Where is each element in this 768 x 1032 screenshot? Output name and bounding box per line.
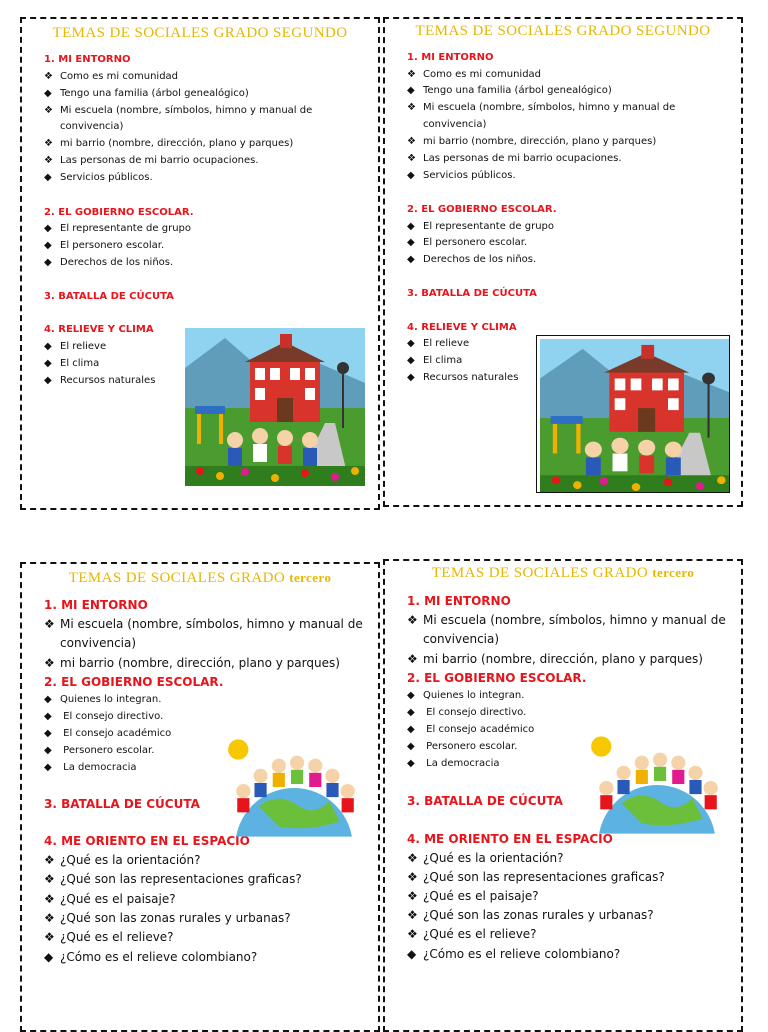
bullet-icon: ◆ [44,711,52,722]
card-title: TEMAS DE SOCIALES GRADO tercero [431,565,695,581]
bullet-icon: ❖ [44,71,53,82]
list-item: ❖ ¿Qué son las representaciones graficas? [44,872,302,886]
section-4-heading: 4. ME ORIENTO EN EL ESPACIO [407,832,613,846]
list-item: ◆ Servicios públicos. [44,172,153,183]
children-globe-illustration [218,734,370,838]
school-illustration [184,328,366,486]
list-item: ◆ El clima [407,355,463,366]
bullet-icon: ❖ [44,892,55,906]
bullet-icon: ◆ [44,950,54,964]
children-globe-illustration [581,731,733,835]
bullet-icon: ◆ [44,375,52,386]
list-item: ◆ Personero escolar. [44,745,155,756]
list-item: ❖ mi barrio (nombre, dirección, plano y parques) [407,136,657,147]
section-4-heading: 4. RELIEVE Y CLIMA [407,322,517,333]
list-item-continuation: convivencia) [60,121,124,132]
bullet-icon: ❖ [44,617,55,631]
bullet-icon: ◆ [44,172,52,183]
bullet-icon: ◆ [407,355,415,366]
list-item: ❖ mi barrio (nombre, dirección, plano y parques) [407,652,703,666]
bullet-icon: ❖ [407,69,416,80]
list-item: ❖ Como es mi comunidad [44,71,179,82]
list-item: ❖ ¿Qué son las zonas rurales y urbanas? [44,911,291,925]
card-segundo-left [20,17,380,510]
list-item: ◆ El consejo directivo. [407,707,527,718]
list-item: ◆ Quienes lo integran. [44,694,162,705]
list-item: ◆ El personero escolar. [44,240,165,251]
section-3-heading: 3. BATALLA DE CÚCUTA [407,288,537,299]
section-1-heading: 1. MI ENTORNO [44,598,148,612]
list-item: ◆ El relieve [44,341,107,352]
bullet-icon: ◆ [44,88,52,99]
list-item: ❖ ¿Qué son las representaciones graficas? [407,870,665,884]
school-illustration [536,335,730,493]
section-1-heading: 1. MI ENTORNO [407,52,494,63]
list-item: ❖ Mi escuela (nombre, símbolos, himno y manual de [407,613,726,627]
bullet-icon: ◆ [407,237,415,248]
list-item: ❖ Mi escuela (nombre, símbolos, himno y manual de [407,102,676,113]
section-3-heading: 3. BATALLA DE CÚCUTA [44,291,174,302]
bullet-icon: ◆ [44,257,52,268]
bullet-icon: ◆ [44,762,52,773]
list-item: ◆ Personero escolar. [407,741,518,752]
bullet-icon: ❖ [407,927,418,941]
bullet-icon: ❖ [44,155,53,166]
bullet-icon: ❖ [407,613,418,627]
list-item: ❖ ¿Qué es el paisaje? [407,889,539,903]
bullet-icon: ◆ [407,724,415,735]
list-item: ❖ Como es mi comunidad [407,69,542,80]
bullet-icon: ◆ [407,221,415,232]
section-1-heading: 1. MI ENTORNO [44,54,131,65]
list-item: ❖ Las personas de mi barrio ocupaciones. [407,153,622,164]
list-item: ◆ El clima [44,358,100,369]
bullet-icon: ◆ [407,372,415,383]
list-item-continuation: convivencia) [60,636,137,650]
list-item: ◆ Servicios públicos. [407,170,516,181]
list-item: ◆ Recursos naturales [407,372,519,383]
list-item: ◆ ¿Cómo es el relieve colombiano? [407,947,621,961]
list-item: ◆ ¿Cómo es el relieve colombiano? [44,950,258,964]
section-3-heading: 3. BATALLA DE CÚCUTA [44,797,200,811]
bullet-icon: ◆ [407,690,415,701]
bullet-icon: ❖ [44,105,53,116]
bullet-icon: ◆ [407,707,415,718]
list-item: ◆ El representante de grupo [407,221,554,232]
bullet-icon: ◆ [407,741,415,752]
bullet-icon: ❖ [44,872,55,886]
bullet-icon: ◆ [407,947,417,961]
bullet-icon: ❖ [407,102,416,113]
section-2-heading: 2. EL GOBIERNO ESCOLAR. [44,675,224,689]
section-1-heading: 1. MI ENTORNO [407,594,511,608]
card-tercero-right [383,559,743,1032]
list-item: ❖ ¿Qué son las zonas rurales y urbanas? [407,908,654,922]
list-item: ❖ mi barrio (nombre, dirección, plano y parques) [44,138,294,149]
section-4-heading: 4. RELIEVE Y CLIMA [44,324,154,335]
bullet-icon: ❖ [407,889,418,903]
list-item: ❖ ¿Qué es la orientación? [407,851,564,865]
list-item: ◆ La democracia [44,762,137,773]
list-item-continuation: convivencia) [423,632,500,646]
bullet-icon: ◆ [407,85,415,96]
section-2-heading: 2. EL GOBIERNO ESCOLAR. [407,204,557,215]
list-item: ◆ La democracia [407,758,500,769]
list-item: ◆ Tengo una familia (árbol genealógico) [44,88,249,99]
list-item: ❖ ¿Qué es el relieve? [44,930,174,944]
list-item-continuation: convivencia) [423,119,487,130]
list-item: ❖ ¿Qué es la orientación? [44,853,201,867]
list-item: ❖ Mi escuela (nombre, símbolos, himno y manual de [44,105,313,116]
list-item: ❖ ¿Qué es el relieve? [407,927,537,941]
list-item: ◆ Tengo una familia (árbol genealógico) [407,85,612,96]
card-title: TEMAS DE SOCIALES GRADO SEGUNDO [415,23,711,39]
list-item: ◆ El personero escolar. [407,237,528,248]
list-item: ❖ Mi escuela (nombre, símbolos, himno y manual de [44,617,363,631]
list-item: ◆ Quienes lo integran. [407,690,525,701]
card-title: TEMAS DE SOCIALES GRADO SEGUNDO [52,25,348,41]
bullet-icon: ◆ [44,358,52,369]
bullet-icon: ◆ [44,745,52,756]
section-2-heading: 2. EL GOBIERNO ESCOLAR. [44,207,194,218]
bullet-icon: ❖ [407,851,418,865]
bullet-icon: ◆ [44,728,52,739]
bullet-icon: ◆ [44,240,52,251]
bullet-icon: ◆ [44,694,52,705]
list-item: ◆ Recursos naturales [44,375,156,386]
list-item: ❖ ¿Qué es el paisaje? [44,892,176,906]
list-item: ◆ El consejo directivo. [44,711,164,722]
bullet-icon: ❖ [407,153,416,164]
bullet-icon: ❖ [407,136,416,147]
bullet-icon: ❖ [44,930,55,944]
section-2-heading: 2. EL GOBIERNO ESCOLAR. [407,671,587,685]
bullet-icon: ❖ [44,911,55,925]
card-tercero-left [20,562,380,1032]
list-item: ◆ Derechos de los niños. [44,257,174,268]
list-item: ◆ El consejo académico [407,724,535,735]
bullet-icon: ◆ [44,341,52,352]
bullet-icon: ◆ [407,170,415,181]
bullet-icon: ◆ [407,758,415,769]
bullet-icon: ❖ [44,138,53,149]
section-4-heading: 4. ME ORIENTO EN EL ESPACIO [44,834,250,848]
bullet-icon: ❖ [44,656,55,670]
card-title: TEMAS DE SOCIALES GRADO tercero [68,570,332,586]
list-item: ❖ mi barrio (nombre, dirección, plano y parques) [44,656,340,670]
card-segundo-right [383,17,743,507]
bullet-icon: ❖ [407,652,418,666]
list-item: ◆ Derechos de los niños. [407,254,537,265]
bullet-icon: ◆ [407,338,415,349]
section-3-heading: 3. BATALLA DE CÚCUTA [407,794,563,808]
list-item: ◆ El consejo académico [44,728,172,739]
bullet-icon: ◆ [407,254,415,265]
bullet-icon: ❖ [407,908,418,922]
bullet-icon: ❖ [44,853,55,867]
bullet-icon: ❖ [407,870,418,884]
list-item: ◆ El representante de grupo [44,223,191,234]
list-item: ◆ El relieve [407,338,470,349]
list-item: ❖ Las personas de mi barrio ocupaciones. [44,155,259,166]
bullet-icon: ◆ [44,223,52,234]
